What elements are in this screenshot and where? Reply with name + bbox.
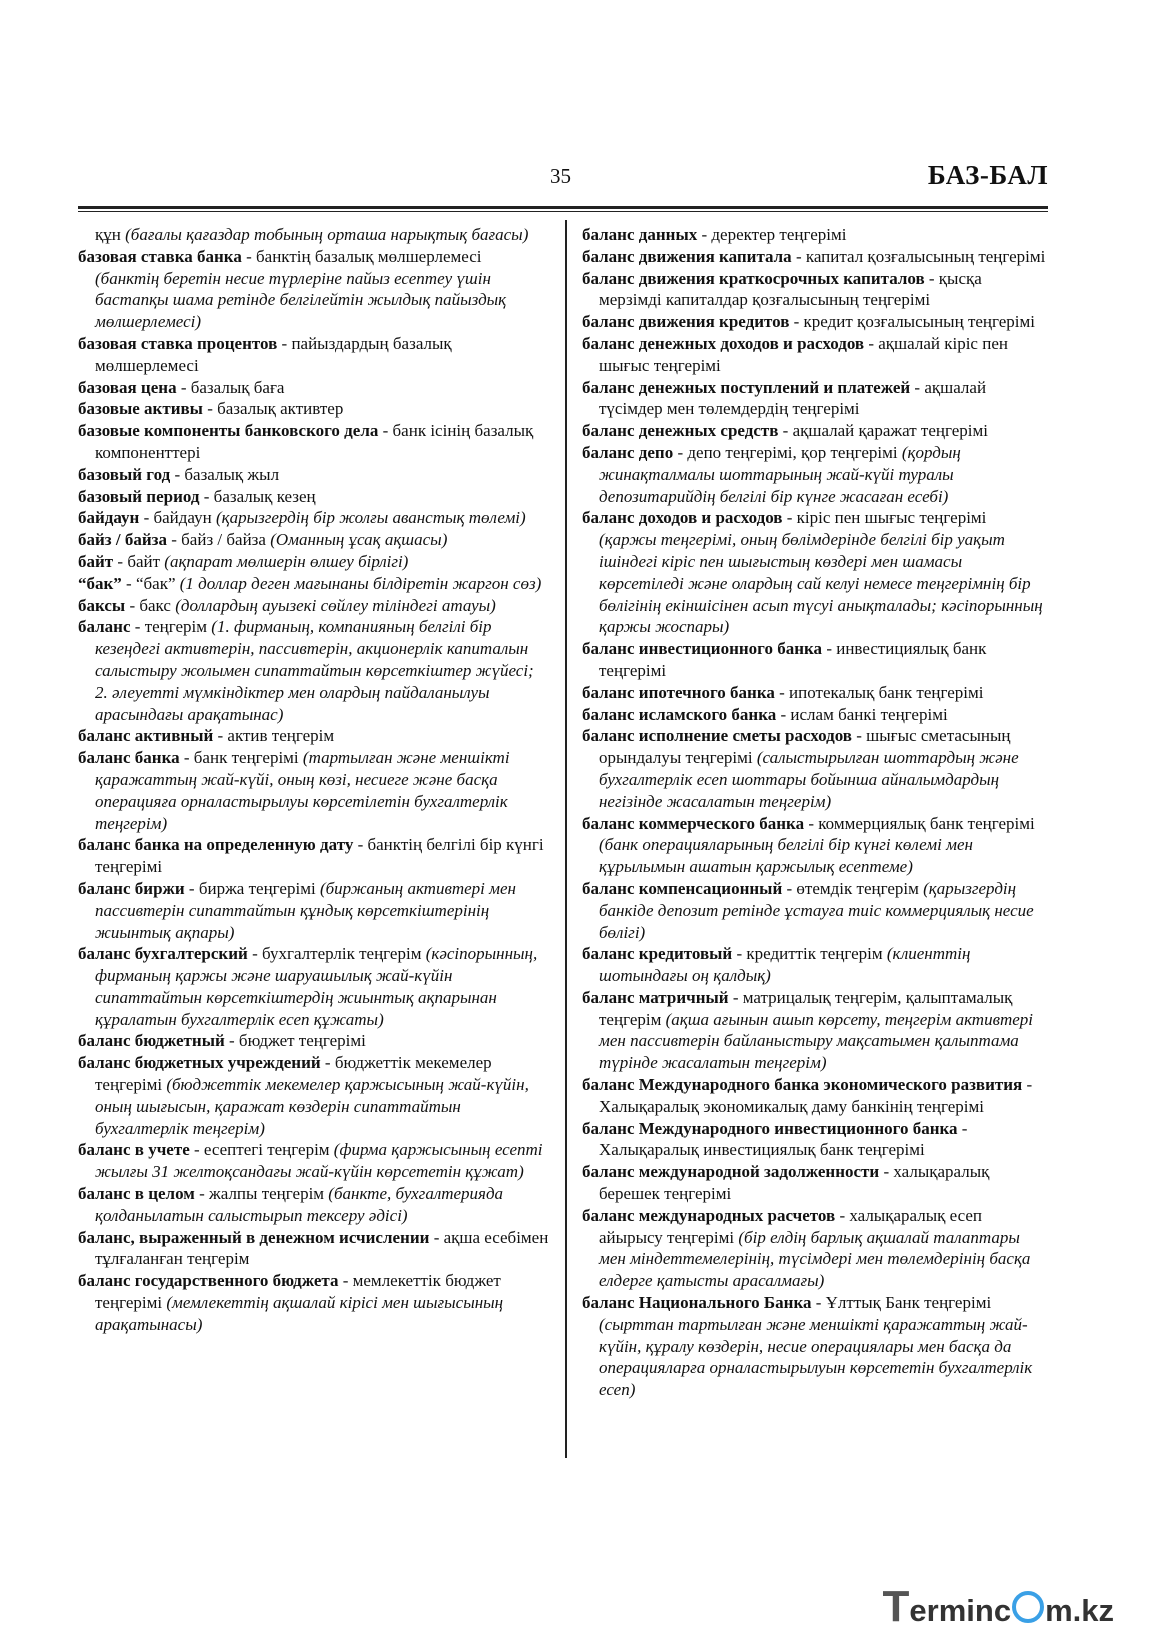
entry-definition: - матрицалық теңгерім, қалыптамалық теңгерім (599, 987, 1013, 1029)
entry-term: базовые активы (78, 399, 203, 419)
entry-definition: - байз / байза (166, 530, 271, 550)
page-number: 35 (550, 164, 571, 188)
dictionary-entry (582, 638, 1048, 682)
entry-definition: - базалық баға (176, 377, 285, 397)
entry-note: (мемлекеттің ақшалай кірісі мен шығысының арақатынасы) (95, 1293, 504, 1334)
entry-term: баланс денежных поступлений и платежей (582, 377, 911, 397)
dictionary-entry (582, 1074, 1048, 1118)
entry-definition: - ақша есебімен тұлғаланған теңгерім (95, 1227, 549, 1269)
dictionary-entry (582, 987, 1048, 1074)
entry-definition: - депо теңгерімі, қор теңгерімі (673, 442, 902, 462)
dictionary-entry (78, 420, 550, 464)
dictionary-entry (582, 1118, 1048, 1162)
dictionary-entry (582, 268, 1048, 312)
right-column (582, 224, 1048, 1401)
dictionary-entry (582, 682, 1048, 704)
entry-note: (фирма қаржысының есепті жылғы 31 желтоқсандағы жай-күйін көрсететін құжат) (95, 1140, 543, 1182)
entry-definition: - базалық жыл (170, 464, 280, 484)
entry-note: (қордың жинақталмалы шоттарының жай-күйі туралы депозитарийдің белгілі бір күнге жасаған есебі) (599, 442, 961, 506)
entry-term: баланс движения краткосрочных капиталов (582, 268, 925, 288)
entry-term: байдаун (78, 508, 140, 528)
entry-definition: - бюджеттік мекемелер теңгерімі (95, 1053, 492, 1095)
logo-circle-icon (1012, 1591, 1044, 1623)
entry-definition: - халықаралық есеп айырысу теңгерімі (599, 1205, 983, 1247)
dictionary-entry (78, 1052, 550, 1139)
dictionary-entry (78, 464, 550, 486)
entry-definition: - жалпы теңгерім (194, 1184, 329, 1204)
entry-term: баланс, выраженный в денежном исчислении (78, 1227, 430, 1247)
entry-note: (доллардың ауызекі сөйлеу тіліндегі атауы) (175, 595, 496, 615)
dictionary-entry (582, 442, 1048, 507)
entry-definition: - бюджет теңгерімі (224, 1031, 366, 1051)
entry-definition: - пайыздардың базалық мөлшерлемесі (95, 333, 452, 375)
entry-term: баланс биржи (78, 878, 185, 898)
logo-text-end: m.kz (1045, 1593, 1114, 1628)
entry-note: (банкте, бухгалтерияда қолданылатын салыстырып тексеру әдісі) (95, 1184, 504, 1225)
dictionary-entry (582, 813, 1048, 878)
entry-term: баланс движения кредитов (582, 312, 790, 332)
entry-term: баланс коммерческого банка (582, 813, 805, 833)
dictionary-entry (78, 1183, 550, 1227)
dictionary-entry (582, 943, 1048, 987)
dictionary-entry (582, 507, 1048, 638)
entry-note: (клиенттің шотындағы оң қалдық) (599, 944, 971, 986)
entry-term: баланс кредитовый (582, 944, 733, 964)
dictionary-entry (582, 420, 1048, 442)
dictionary-entry (582, 246, 1048, 268)
entry-term: базовые компоненты банковского дела (78, 421, 379, 441)
dictionary-entry (78, 529, 550, 551)
entry-definition: - мемлекеттік бюджет теңгерімі (95, 1271, 501, 1313)
entry-note: (салыстырылған шоттардың және бухгалтерлік есеп шоттары бойынша айналымдардың негізінде жасалатын теңгерім) (599, 748, 1019, 811)
entry-term: баланс ипотечного банка (582, 682, 775, 702)
entry-term: баланс движения капитала (582, 246, 792, 266)
dictionary-entry (582, 1292, 1048, 1401)
entry-note: (қаржы теңгерімі, оның бөлімдерінде белгілі бір уақыт ішіндегі кіріс пен шығыстың көздері мен шамасы көрсетіледі және олардың сай келуі немесе теңгерімнің бір бөлігінің екіншісінен асып түсуі анықталады; кәсіпорынның қаржы жоспары) (599, 530, 1043, 637)
entry-term: “бак” (78, 573, 122, 593)
entry-definition: - кредиттік теңгерім (732, 944, 887, 964)
dictionary-entry (78, 551, 550, 573)
dictionary-entry (78, 246, 550, 333)
dictionary-entry (78, 834, 550, 878)
entry-definition: - банктің белгілі бір күнгі теңгерімі (95, 835, 544, 877)
entry-term: баланс доходов и расходов (582, 508, 783, 528)
entry-definition: - биржа теңгерімі (184, 878, 320, 898)
entry-definition: - шығыс сметасының орындалуы теңгерімі (599, 726, 1011, 768)
dictionary-entry (582, 1205, 1048, 1292)
entry-term: баланс Национального Банка (582, 1293, 812, 1313)
entry-definition: - есептегі теңгерім (189, 1140, 334, 1160)
entry-note: (1 доллар деген мағынаны білдіретін жаргон сөз) (179, 573, 542, 593)
dictionary-entry (78, 1139, 550, 1183)
left-column (78, 224, 550, 1336)
entry-term: баланс банка (78, 748, 180, 768)
dictionary-entry (78, 747, 550, 834)
entry-term: баланс бюджетных учреждений (78, 1053, 321, 1073)
entry-term: баланс инвестиционного банка (582, 639, 823, 659)
entry-definition: - банктің базалық мөлшерлемесі (241, 246, 482, 266)
entry-term: баланс в целом (78, 1184, 195, 1204)
entry-definition: - Ұлттық Банк теңгерімі (811, 1293, 992, 1313)
dictionary-entry (78, 573, 550, 595)
dictionary-entry (582, 311, 1048, 333)
entry-term: баланс активный (78, 726, 214, 746)
entry-term: баланс денежных доходов и расходов (582, 333, 865, 353)
entry-term: базовая ставка процентов (78, 333, 278, 353)
entry-term: баланс денежных средств (582, 421, 779, 441)
logo-text: erminc (909, 1593, 1012, 1628)
entry-definition: - коммерциялық банк теңгерімі (804, 813, 1035, 833)
dictionary-entry (78, 224, 550, 246)
entry-note: (ақпарат мөлшерін өлшеу бірлігі) (164, 551, 409, 571)
entry-term: баланс (78, 617, 131, 637)
entry-term: баланс Международного банка экономического развития (582, 1075, 1023, 1095)
entry-note: (банктің беретін несие түрлеріне пайыз есептеу үшін бастапқы шама ретінде белгілейтін жылдық пайыздық мөлшерлемесі) (95, 268, 507, 332)
page-header (78, 160, 1048, 210)
entry-term: баланс компенсационный (582, 878, 783, 898)
dictionary-entry (582, 704, 1048, 726)
entry-definition: - ипотекалық банк теңгерімі (774, 682, 984, 702)
entry-term: баланс матричный (582, 987, 729, 1007)
entry-definition: - өтемдік теңгерім (782, 878, 924, 898)
running-head: БАЗ-БАЛ (927, 160, 1048, 190)
entry-definition: - Халықаралық инвестициялық банк теңгерімі (599, 1118, 968, 1160)
dictionary-entry (78, 943, 550, 1030)
dictionary-entry (78, 725, 550, 747)
entry-definition: - теңгерім (130, 617, 212, 637)
entry-note: (бағалы қағаздар тобының орташа нарықтық бағасы) (125, 225, 529, 244)
dictionary-entry (78, 1030, 550, 1052)
dictionary-entry (78, 878, 550, 943)
entry-term: баланс депо (582, 442, 674, 462)
column-divider (565, 220, 567, 1458)
dictionary-entry (582, 1161, 1048, 1205)
entry-definition: - ақшалай кіріс пен шығыс теңгерімі (599, 333, 1008, 375)
entry-note: (кәсіпорынның, фирманың қаржы және шаруашылық жай-күйін сипаттайтын көрсеткіштердің жиынтық ақпарынан құралатын бухгалтерлік есеп құжаты) (95, 944, 538, 1029)
entry-term: баланс бюджетный (78, 1031, 225, 1051)
entry-definition: - инвестициялық банк теңгерімі (599, 639, 987, 680)
entry-note: (Оманның ұсақ ақшасы) (270, 530, 448, 550)
entry-term: баланс бухгалтерский (78, 944, 248, 964)
entry-term: баланс государственного бюджета (78, 1271, 339, 1291)
entry-term: баланс данных (582, 225, 698, 244)
entry-note: (1. фирманың, компанияның белгілі бір кезеңдегі активтерін, пассивтерін, акционерлік капиталын салыстыру жолымен сипаттайтын көрсеткіштер жүйесі; 2. әлеуетті мүмкіндіктер мен олардың пайдаланылуы арасындағы арақатынас) (95, 617, 534, 724)
dictionary-entry (78, 377, 550, 399)
dictionary-entry (78, 398, 550, 420)
entry-definition: - кредит қозғалысының теңгерімі (789, 312, 1036, 332)
entry-term: базовая ставка банка (78, 246, 242, 266)
dictionary-entry (78, 486, 550, 508)
entry-term: байз / байза (78, 530, 167, 550)
header-rule-thin (78, 211, 1048, 212)
entry-definition: - бухгалтерлік теңгерім (247, 944, 426, 964)
entry-term: байт (78, 551, 114, 571)
entry-definition: - байт (113, 551, 165, 571)
entry-note: (сырттан тартылған және меншікті қаражаттың жай-күйін, құралу көздерін, несие операциялары мен басқа да операцияларға орналастырылуын көрсететін бухгалтерлік есеп) (599, 1314, 1033, 1400)
dictionary-entry (582, 333, 1048, 377)
entry-term: баланс в учете (78, 1140, 190, 1160)
entry-definition: - бакс (125, 595, 176, 615)
entry-note: (қарызгердің бір жолғы аванстық төлемі) (215, 508, 526, 528)
entry-term: базовая цена (78, 377, 177, 397)
entry-note: (тартылған және меншікті қаражаттың жай-күйі, оның көзі, несиеге және басқа операцияға орналастырылуы көрсетілетін бухгалтерлік теңгерім) (95, 748, 510, 833)
dictionary-entry (78, 1227, 550, 1271)
entry-term: базовый период (78, 486, 200, 506)
entry-note: (бюджеттік мекемелер қаржысының жай-күйін, оның шығысын, қаражат көздерін сипаттайтын бухгалтерлік теңгерім) (95, 1075, 529, 1138)
entry-term: баланс банка на определенную дату (78, 835, 354, 855)
dictionary-entry (582, 878, 1048, 943)
entry-note: (биржаның активтері мен пассивтерін сипаттайтын құндық көрсеткіштерінің жиынтық ақпары) (95, 878, 516, 942)
entry-term: баланс исполнение сметы расходов (582, 726, 852, 746)
dictionary-entry (582, 377, 1048, 421)
entry-term: баланс Международного инвестиционного банка (582, 1118, 958, 1138)
entry-definition: - қысқа мерзімді капиталдар қозғалысының теңгерімі (599, 268, 982, 310)
entry-note: (ақша ағынын ашып көрсету, теңгерім активтері мен пассивтерін байланыстыру мақсатымен қалыптама түрінде жасалатын теңгерім) (599, 1009, 1034, 1073)
entry-term: баланс исламского банка (582, 704, 777, 724)
dictionary-entry (78, 1270, 550, 1335)
entry-definition: - байдаун (139, 508, 216, 528)
dictionary-entry (78, 333, 550, 377)
entry-definition: - ақшалай қаражат теңгерімі (778, 421, 988, 441)
entry-definition: - “бак” (121, 573, 180, 593)
entry-note: (банк операцияларының белгілі бір күнгі көлемі мен құрылымын ашатын қаржылық есептеме) (599, 835, 973, 877)
entry-note: (бір елдің барлық ақшалай талаптары мен міндеттемелерінің, түсімдері мен төлемдерінің басқа елдерге қатысты арасалмағы) (599, 1227, 1031, 1291)
entry-definition: - капитал қозғалысының теңгерімі (791, 246, 1046, 266)
entry-definition: - базалық активтер (202, 399, 344, 419)
entry-definition: - банк ісінің базалық компоненттері (95, 421, 534, 462)
entry-term: базовый год (78, 464, 171, 484)
dictionary-entry (78, 507, 550, 529)
entry-term: баланс международных расчетов (582, 1205, 836, 1225)
entry-note: (қарызгердің банкіде депозит ретінде ұстауға тиіс коммерциялық несие бөлігі) (599, 878, 1034, 942)
dictionary-entry (78, 595, 550, 617)
dictionary-entry (78, 616, 550, 725)
entry-definition: - актив теңгерім (213, 726, 335, 746)
dictionary-entry (582, 725, 1048, 812)
entry-definition: - Халықаралық экономикалық даму банкінің теңгерімі (599, 1075, 1033, 1116)
entry-definition: - кіріс пен шығыс теңгерімі (782, 508, 987, 528)
site-logo (882, 1582, 1114, 1631)
entry-definition: - деректер теңгерімі (697, 225, 847, 244)
entry-definition: - банк теңгерімі (179, 748, 303, 768)
entry-definition: - ислам банкі теңгерімі (776, 704, 948, 724)
entry-definition: - ақшалай түсімдер мен төлемдердің теңгерімі (599, 377, 987, 419)
entry-term: баксы (78, 595, 126, 615)
entry-definition: құн (95, 225, 126, 244)
logo-letter: T (882, 1582, 910, 1631)
dictionary-entry (582, 224, 1048, 246)
entry-definition: - халықаралық берешек теңгерімі (599, 1162, 990, 1204)
entry-term: баланс международной задолженности (582, 1162, 880, 1182)
header-rule-thick (78, 206, 1048, 209)
entry-definition: - базалық кезең (199, 486, 316, 506)
